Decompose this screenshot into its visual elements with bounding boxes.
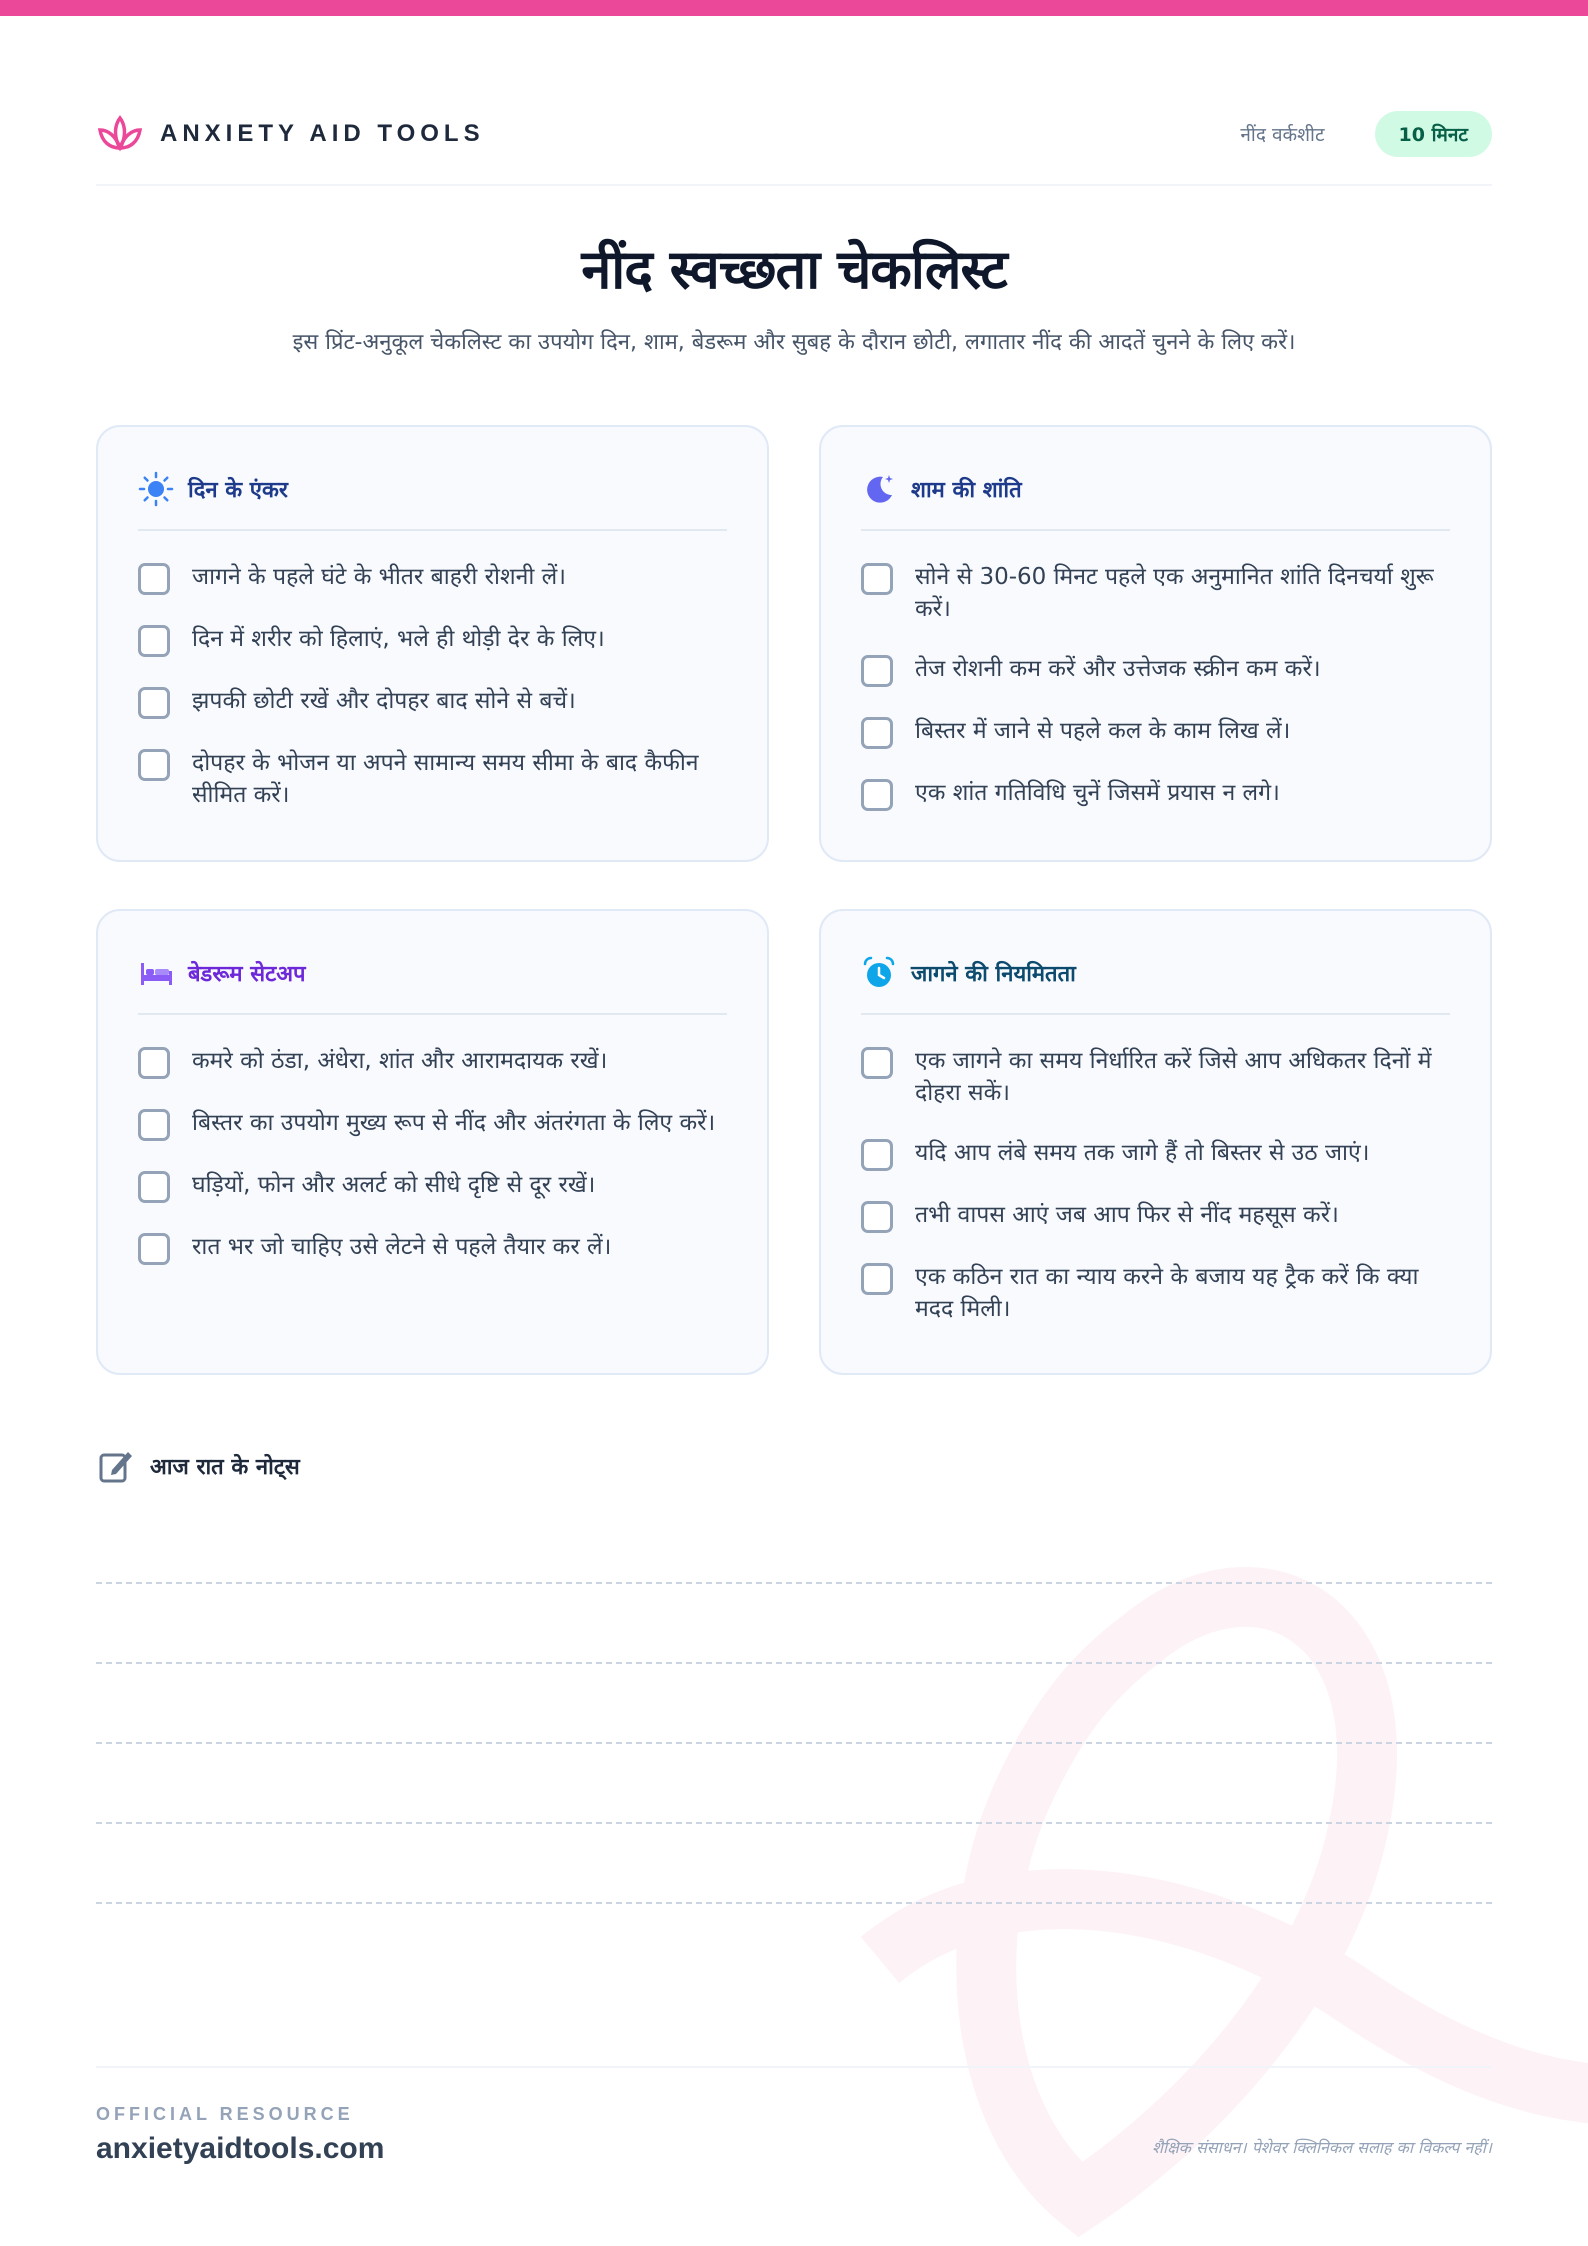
footer-divider bbox=[96, 2066, 1492, 2068]
page-title: नींद स्वच्छता चेकलिस्ट bbox=[581, 238, 1007, 301]
checkbox[interactable] bbox=[861, 779, 893, 811]
moon-icon bbox=[861, 471, 897, 507]
section-header bbox=[138, 471, 727, 531]
section-header bbox=[861, 471, 1450, 531]
checkbox[interactable] bbox=[138, 749, 170, 781]
checklist-item-text: एक जागने का समय निर्धारित करें जिसे आप अधिकतर दिनों में दोहरा सकें। bbox=[915, 1048, 1432, 1106]
checklist-item-text: रात भर जो चाहिए उसे लेटने से पहले तैयार कर लें। bbox=[192, 1234, 612, 1260]
checkbox[interactable] bbox=[861, 1263, 893, 1295]
checkbox[interactable] bbox=[138, 625, 170, 657]
header-meta-group bbox=[1240, 111, 1492, 157]
page-header bbox=[96, 96, 1492, 186]
section-card-evening bbox=[819, 425, 1492, 862]
checkbox[interactable] bbox=[138, 1171, 170, 1203]
checkbox[interactable] bbox=[861, 1201, 893, 1233]
checklist-item[interactable] bbox=[861, 1199, 1450, 1233]
checklist-item-text: दिन में शरीर को हिलाएं, भले ही थोड़ी देर के लिए। bbox=[192, 626, 605, 652]
section-title: बेडरूम सेटअप bbox=[188, 962, 306, 987]
section-title: दिन के एंकर bbox=[188, 478, 288, 503]
bed-icon bbox=[138, 955, 174, 991]
checkbox[interactable] bbox=[861, 655, 893, 687]
checklist-item-text: दोपहर के भोजन या अपने सामान्य समय सीमा के बाद कैफीन सीमित करें। bbox=[192, 750, 699, 808]
checkbox[interactable] bbox=[138, 1109, 170, 1141]
edit-note-icon bbox=[96, 1446, 136, 1486]
checklist-item[interactable] bbox=[861, 1045, 1450, 1109]
alarm-clock-icon bbox=[861, 955, 897, 991]
note-writing-line[interactable] bbox=[96, 1582, 1492, 1584]
checklist-item-text: सोने से 30-60 मिनट पहले एक अनुमानित शांति दिनचर्या शुरू करें। bbox=[915, 564, 1434, 622]
lotus-icon bbox=[96, 114, 144, 154]
note-writing-line[interactable] bbox=[96, 1662, 1492, 1664]
checklist-item[interactable] bbox=[861, 715, 1450, 749]
checklist-item[interactable] bbox=[138, 1107, 727, 1141]
checkbox[interactable] bbox=[861, 563, 893, 595]
checklist-item[interactable] bbox=[138, 623, 727, 657]
checklist-item[interactable] bbox=[138, 1231, 727, 1265]
checklist-item-text: जागने के पहले घंटे के भीतर बाहरी रोशनी लें। bbox=[192, 564, 566, 590]
checklist-item-text: बिस्तर का उपयोग मुख्य रूप से नींद और अंतरंगता के लिए करें। bbox=[192, 1110, 716, 1136]
section-header bbox=[861, 955, 1450, 1015]
checklist-item-text: झपकी छोटी रखें और दोपहर बाद सोने से बचें। bbox=[192, 688, 576, 714]
checklist-item[interactable] bbox=[861, 653, 1450, 687]
checklist-item-text: यदि आप लंबे समय तक जागे हैं तो बिस्तर से उठ जाएं। bbox=[915, 1140, 1370, 1166]
section-card-day bbox=[96, 425, 769, 862]
section-header bbox=[138, 955, 727, 1015]
brand-name: ANXIETY AID TOOLS bbox=[160, 120, 485, 147]
worksheet-type: नींद वर्कशीट bbox=[1240, 124, 1325, 146]
note-writing-line[interactable] bbox=[96, 1902, 1492, 1904]
checkbox[interactable] bbox=[138, 563, 170, 595]
section-title: शाम की शांति bbox=[911, 478, 1022, 503]
section-card-waking bbox=[819, 909, 1492, 1375]
checklist-item[interactable] bbox=[138, 685, 727, 719]
checklist-item-text: एक शांत गतिविधि चुनें जिसमें प्रयास न लगे। bbox=[915, 780, 1280, 806]
checklist-item-text: कमरे को ठंडा, अंधेरा, शांत और आरामदायक रखें। bbox=[192, 1048, 608, 1074]
top-accent-bar bbox=[0, 0, 1588, 16]
footer-site-link[interactable]: anxietyaidtools.com bbox=[96, 2132, 385, 2165]
checkbox[interactable] bbox=[861, 1139, 893, 1171]
checklist-item-text: बिस्तर में जाने से पहले कल के काम लिख लें। bbox=[915, 718, 1291, 744]
checklist-item[interactable] bbox=[861, 561, 1450, 625]
notes-header bbox=[96, 1446, 300, 1486]
checkbox[interactable] bbox=[138, 1233, 170, 1265]
checklist-item-text: एक कठिन रात का न्याय करने के बजाय यह ट्रैक करें कि क्या मदद मिली। bbox=[915, 1264, 1419, 1322]
checkbox[interactable] bbox=[861, 1047, 893, 1079]
brand bbox=[96, 114, 485, 154]
checklist-item-text: तेज रोशनी कम करें और उत्तेजक स्क्रीन कम करें। bbox=[915, 656, 1321, 682]
notes-title: आज रात के नोट्स bbox=[150, 1455, 300, 1480]
checkbox[interactable] bbox=[138, 687, 170, 719]
checklist-item[interactable] bbox=[138, 747, 727, 811]
footer-label: OFFICIAL RESOURCE bbox=[96, 2104, 354, 2124]
checklist-item[interactable] bbox=[861, 1137, 1450, 1171]
footer-disclaimer: शैक्षिक संसाधन। पेशेवर क्लिनिकल सलाह का विकल्प नहीं। bbox=[1152, 2138, 1492, 2157]
section-title: जागने की नियमितता bbox=[911, 962, 1076, 987]
checklist-item[interactable] bbox=[861, 1261, 1450, 1325]
note-writing-line[interactable] bbox=[96, 1822, 1492, 1824]
checklist-item-text: घड़ियों, फोन और अलर्ट को सीधे दृष्टि से दूर रखें। bbox=[192, 1172, 596, 1198]
page-subtitle: इस प्रिंट-अनुकूल चेकलिस्ट का उपयोग दिन, शाम, बेडरूम और सुबह के दौरान छोटी, लगातार नींद की आदतें चुनने के लिए करें। bbox=[292, 330, 1296, 355]
note-writing-line[interactable] bbox=[96, 1742, 1492, 1744]
checklist-item-text: तभी वापस आएं जब आप फिर से नींद महसूस करें। bbox=[915, 1202, 1339, 1228]
checkbox[interactable] bbox=[138, 1047, 170, 1079]
checkbox[interactable] bbox=[861, 717, 893, 749]
checklist-item[interactable] bbox=[138, 561, 727, 595]
checklist-item[interactable] bbox=[138, 1169, 727, 1203]
section-card-bedroom bbox=[96, 909, 769, 1375]
sun-icon bbox=[138, 471, 174, 507]
checklist-item[interactable] bbox=[138, 1045, 727, 1079]
checklist-item[interactable] bbox=[861, 777, 1450, 811]
duration-badge: 10 मिनट bbox=[1375, 111, 1492, 157]
